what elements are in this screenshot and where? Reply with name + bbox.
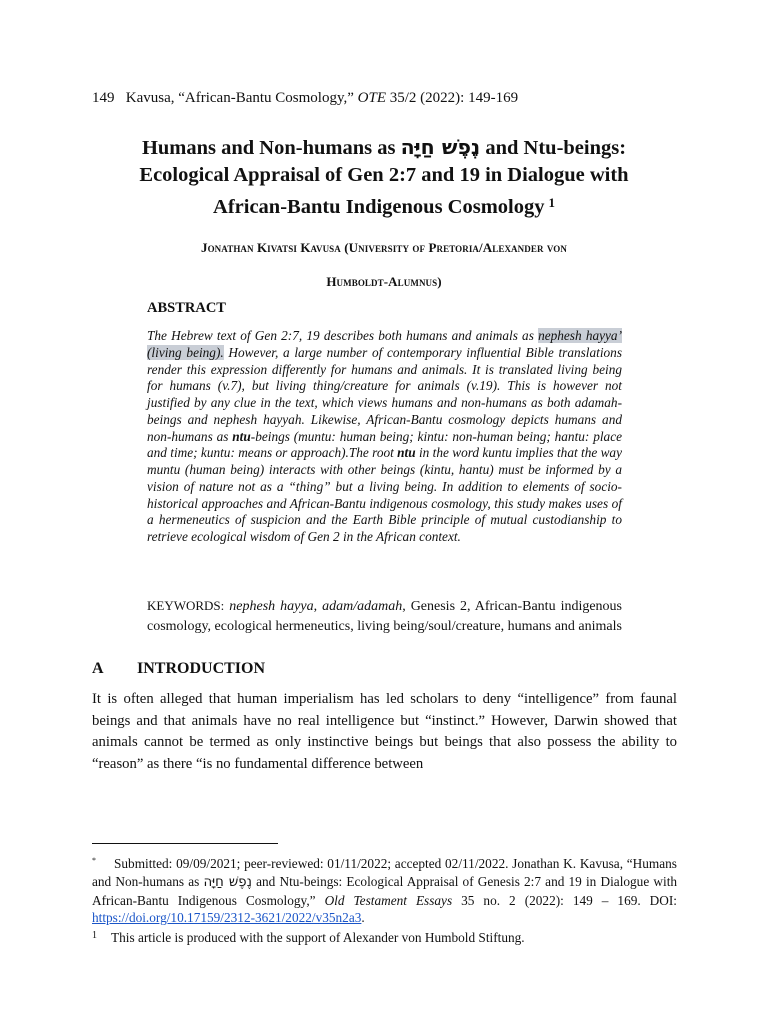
keyword-adam: adam/adamah xyxy=(322,599,403,614)
abstract-bold-ntu-2: ntu xyxy=(397,445,416,461)
keyword-sep: , xyxy=(313,599,318,614)
author-affiliation xyxy=(92,231,676,299)
running-head-article: “African-Bantu Cosmology,” xyxy=(178,90,354,106)
footnote-submission xyxy=(92,852,677,927)
keywords xyxy=(147,596,622,637)
fn1-text-a: Submitted: 09/09/2021; peer-reviewed: 01/11/2022; accepted 02/11/2022. Jonathan K. Kavusa, “Humans and Non-humans as xyxy=(92,856,677,889)
footnote-funding xyxy=(92,927,677,947)
running-head-volume: 35/2 (2022): 149-169 xyxy=(389,90,519,106)
abstract-part1: The Hebrew text of Gen 2:7, 19 describes both humans and animals as xyxy=(147,328,539,343)
section-title: INTRODUCTION xyxy=(137,660,266,677)
author-line2: Humboldt-Alumnus) xyxy=(326,274,442,289)
keywords-rest: , Genesis 2, African-Bantu indigenous cosmology, ecological hermeneutics, living being/soul/creature, humans and animals xyxy=(147,599,623,634)
title-line2: Ecological Appraisal of Gen 2:7 and 19 in Dialogue with xyxy=(139,164,629,186)
fn1-journal: Old Testament Essays xyxy=(324,892,453,908)
title-hebrew: נֶפֶשׁ חַיָּה xyxy=(400,135,481,159)
doi-link[interactable]: https://doi.org/10.17159/2312-3621/2022/v35n2a3 xyxy=(92,910,362,926)
footnote-star-mark: * xyxy=(92,856,96,865)
abstract-body xyxy=(147,328,622,546)
abstract-part2: However, a large number of contemporary influential Bible translations render this expression differently for humans and animals. It is translated living being for humans (v.7), but living thing/creature for animals (v.19). This is however not justified by any clue in the text, which views humans and non-humans as both adamah-beings and nephesh hayyah. Likewise, African-Bantu cosmology depicts humans and non-humans as xyxy=(147,344,622,444)
fn1-text-b: and Ntu-beings: Ecological Appraisal of Genesis 2:7 and 19 in Dialogue with African-Bantu Indigenous Cosmology,” xyxy=(92,873,678,908)
title-footnote-ref[interactable]: 1 xyxy=(548,195,555,210)
page-number: 149 xyxy=(92,90,115,106)
running-head xyxy=(92,90,518,107)
fn1-end: . xyxy=(361,910,365,926)
title-line3: African-Bantu Indigenous Cosmology xyxy=(213,196,545,218)
title-line1-a: Humans and Non-humans as xyxy=(141,137,396,159)
title-line1-b: and Ntu-beings: xyxy=(485,137,627,159)
fn1-hebrew: נֶפֶשׁ חַיָּה xyxy=(203,874,252,890)
keywords-label: KEYWORDS: xyxy=(147,598,225,613)
section-letter: A xyxy=(92,660,104,677)
keyword-nephesh: nephesh hayya xyxy=(229,599,314,614)
footnotes xyxy=(92,852,677,947)
author-line1: Jonathan Kivatsi Kavusa (University of Pretoria/Alexander von xyxy=(200,240,568,255)
abstract-highlight: nephesh hayya’ (living being). xyxy=(147,328,622,360)
abstract-bold-ntu-1: ntu xyxy=(232,428,251,444)
section-heading xyxy=(92,660,265,678)
paper-title xyxy=(92,134,676,221)
intro-paragraph: It is often alleged that human imperialism has led scholars to deny “intelligence” from faunal beings and that animals have no real intelligence but “instinct.” However, Darwin showed that animals cannot be termed as only instinctive beings but beings that also possess the ability to “reason” as there “is no fundamental difference between xyxy=(92,691,677,772)
fn2-text: This article is produced with the support of Alexander von Humbold Stiftung. xyxy=(111,930,525,946)
abstract-part4: in the word kuntu implies that the way muntu (human being) interacts with other beings (kintu, hantu) must be informed by a vision of nature not as a “thing” but a living being. In addition to elements of socio-historical approaches and African-Bantu indigenous cosmology, this study makes uses of a hermeneutics of suspicion and the Earth Bible principle of mutual custodianship to retrieve ecological wisdom of Gen 2 in the African context. xyxy=(147,445,622,544)
abstract-part3: -beings (muntu: human being; kintu: non-human being; hantu: place and time; kuntu: means or approach).The root xyxy=(147,428,622,461)
abstract-heading: ABSTRACT xyxy=(147,300,226,316)
running-head-journal: OTE xyxy=(357,90,386,106)
footnote-divider xyxy=(92,843,278,844)
fn1-text-c: 35 no. 2 (2022): 149 – 169. DOI: xyxy=(461,892,678,908)
running-head-author: Kavusa, xyxy=(125,90,175,106)
footnote-1-mark: 1 xyxy=(92,930,97,942)
